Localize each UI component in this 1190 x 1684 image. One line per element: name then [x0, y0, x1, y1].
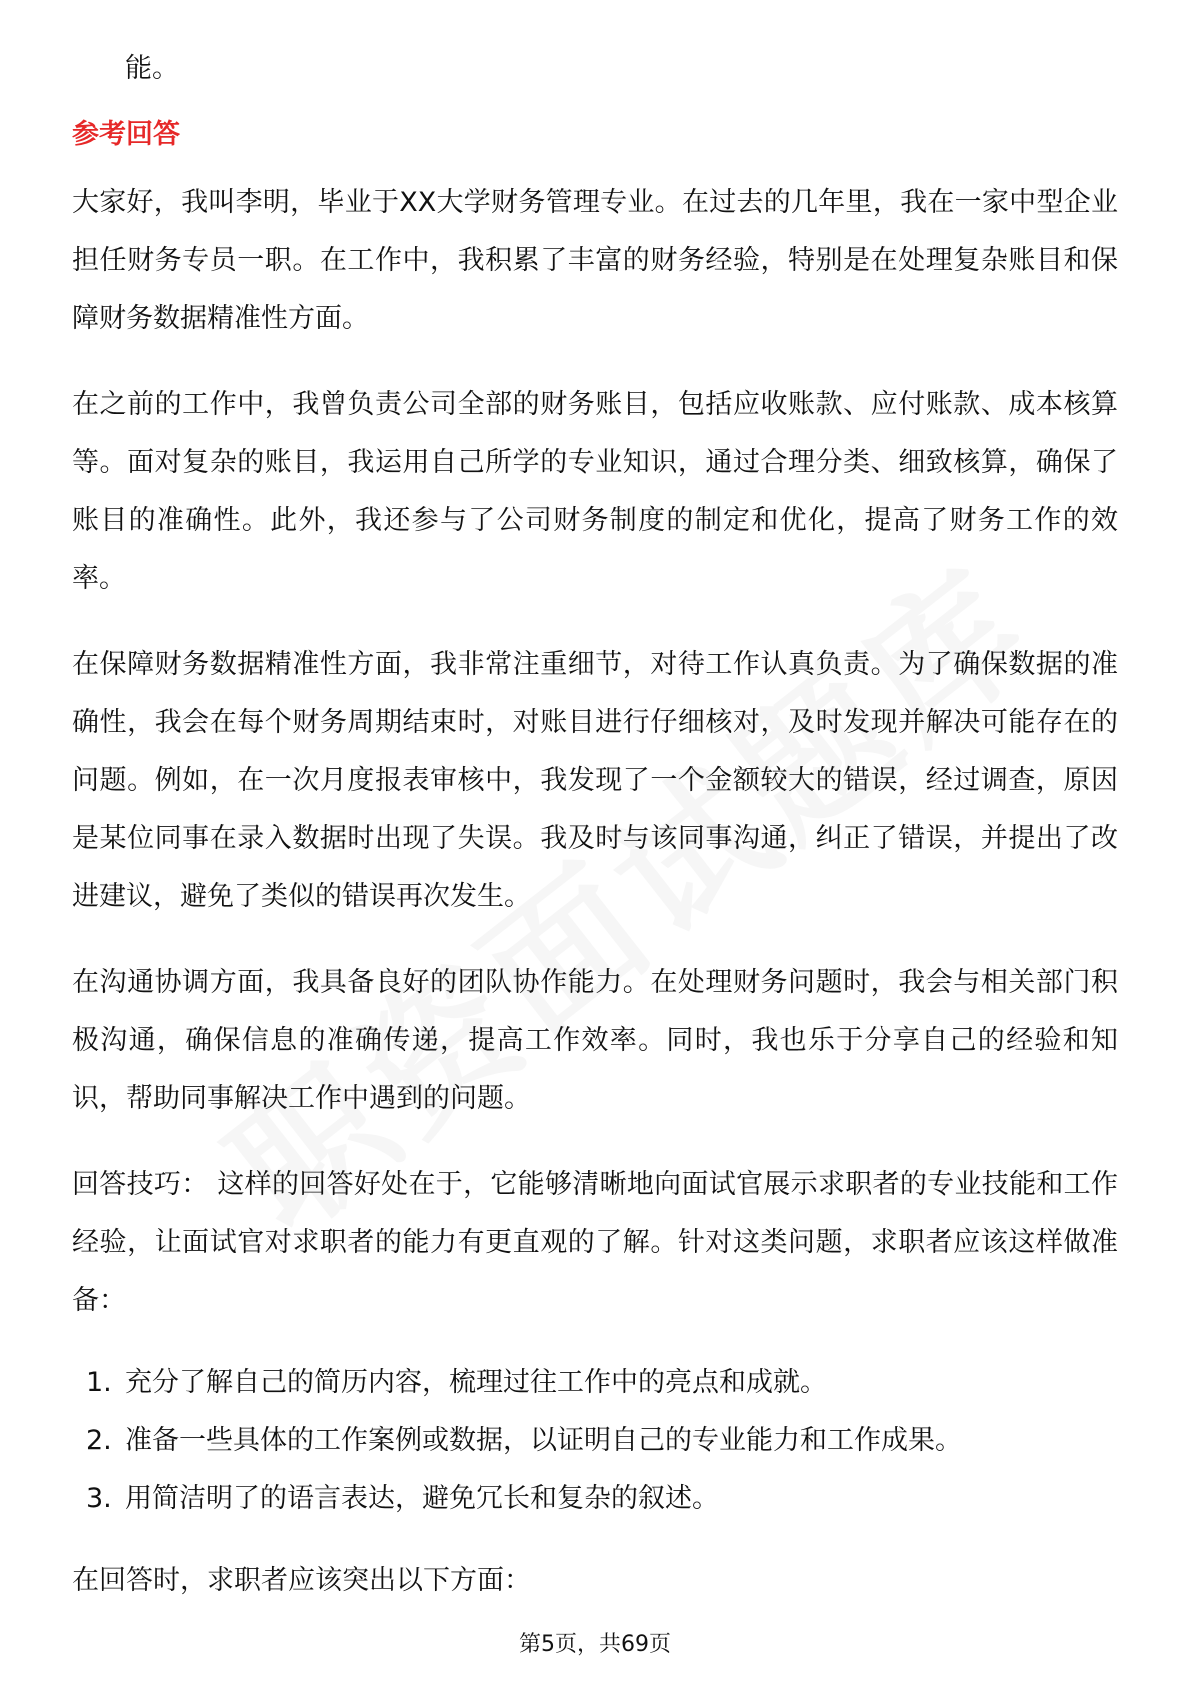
section-title: 参考回答: [72, 119, 180, 150]
answer-paragraph-2: 在之前的工作中，我曾负责公司全部的财务账目，包括应收账款、应付账款、成本核算等。面对复杂的账目，我运用自己所学的专业知识，通过合理分类、细致核算，确保了账目的准确性。此外，我还参与了公司财务制度的制定和优化，提高了财务工作的效率。: [72, 389, 1118, 594]
list-item-text: 用简洁明了的语言表达，避免冗长和复杂的叙述。: [125, 1483, 719, 1514]
answer-paragraph-3: 在保障财务数据精准性方面，我非常注重细节，对待工作认真负责。为了确保数据的准确性，我会在每个财务周期结束时，对账目进行仔细核对，及时发现并解决可能存在的问题。例如，在一次月度报表审核中，我发现了一个金额较大的错误，经过调查，原因是某位同事在录入数据时出现了失误。我及时与该同事沟通，纠正了错误，并提出了改进建议，避免了类似的错误再次发生。: [72, 649, 1118, 912]
list-item-number: 1.: [86, 1367, 112, 1398]
page-content: [72, 40, 1118, 1638]
answer-paragraph-1: 大家好，我叫李明，毕业于XX大学财务管理专业。在过去的几年里，我在一家中型企业担任财务专员一职。在工作中，我积累了丰富的财务经验，特别是在处理复杂账目和保障财务数据精准性方面。: [72, 187, 1118, 334]
list-item: [72, 1412, 1118, 1470]
list-item: [72, 1354, 1118, 1412]
list-item-number: 2.: [86, 1425, 112, 1456]
list-item-text: 充分了解自己的简历内容，梳理过往工作中的亮点和成就。: [125, 1367, 827, 1398]
list-item-text: 准备一些具体的工作案例或数据，以证明自己的专业能力和工作成果。: [125, 1425, 962, 1456]
tip-paragraph: 回答技巧： 这样的回答好处在于，它能够清晰地向面试官展示求职者的专业技能和工作经验，让面试官对求职者的能力有更直观的了解。针对这类问题，求职者应该这样做准备：: [72, 1169, 1118, 1316]
page-number-footer: 第5页，共69页: [519, 1632, 671, 1657]
continued-text: 能。: [125, 53, 179, 84]
closing-paragraph: 在回答时，求职者应该突出以下方面：: [72, 1565, 531, 1596]
list-item-number: 3.: [86, 1483, 112, 1514]
preparation-list: [72, 1354, 1118, 1528]
answer-paragraph-4: 在沟通协调方面，我具备良好的团队协作能力。在处理财务问题时，我会与相关部门积极沟通，确保信息的准确传递，提高工作效率。同时，我也乐于分享自己的经验和知识，帮助同事解决工作中遇到的问题。: [72, 967, 1118, 1114]
list-item: [72, 1470, 1118, 1528]
